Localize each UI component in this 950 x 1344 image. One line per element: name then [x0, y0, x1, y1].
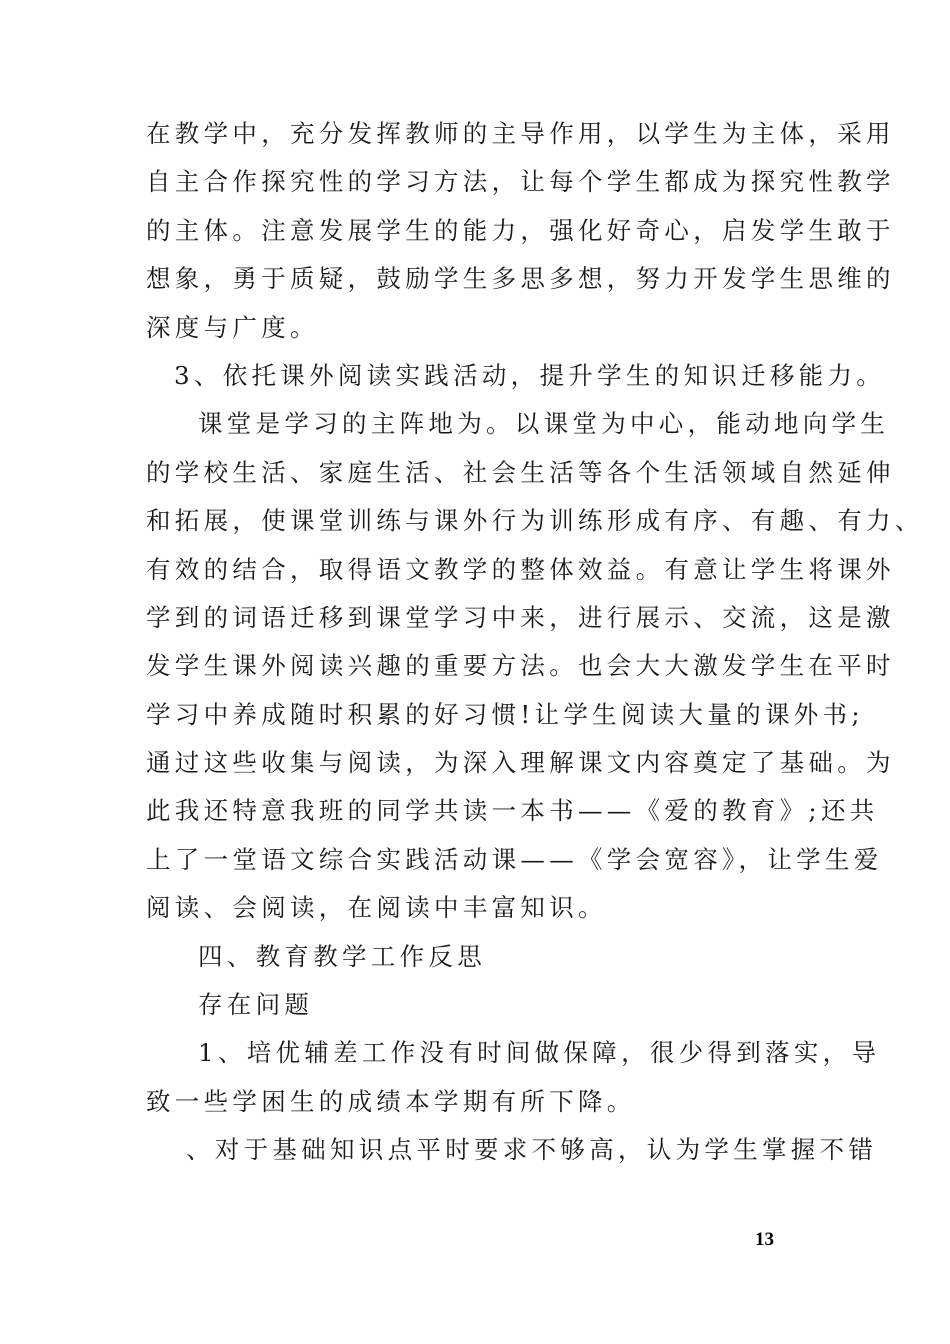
text-line: 深度与广度。: [146, 312, 319, 342]
text-line: 在教学中，充分发挥教师的主导作用，以学生为主体，采用: [146, 119, 895, 148]
problem-item-1: 1、培优辅差工作没有时间做保障，很少得到落实，导: [198, 1038, 881, 1068]
text-line: 通过这些收集与阅读，为深入理解课文内容奠定了基础。为: [146, 748, 895, 778]
paragraph-start: 课堂是学习的主阵地为。以课堂为中心，能动地向学生: [198, 409, 890, 439]
text-line: 自主合作探究性的学习方法，让每个学生都成为探究性教学: [146, 167, 895, 197]
text-line: 阅读、会阅读，在阅读中丰富知识。: [146, 893, 607, 923]
text-line: 发学生课外阅读兴趣的重要方法。也会大大激发学生在平时: [146, 651, 895, 681]
section-heading-3: 3、依托课外阅读实践活动，提升学生的知识迁移能力。: [174, 360, 886, 390]
text-line: 的学校生活、家庭生活、社会生活等各个生活领域自然延伸: [146, 457, 895, 487]
subheading-problems: 存在问题: [198, 990, 314, 1020]
text-line: 学习中养成随时积累的好习惯!让学生阅读大量的课外书;: [146, 699, 864, 729]
section-heading-4: 四、教育教学工作反思: [198, 941, 486, 971]
text-line: 的主体。注意发展学生的能力，强化好奇心，启发学生敢于: [146, 215, 895, 245]
text-line: 学到的词语迁移到课堂学习中来，进行展示、交流，这是激: [146, 602, 895, 632]
problem-item-2: 、对于基础知识点平时要求不够高，认为学生掌握不错: [186, 1135, 878, 1165]
text-line: 想象，勇于质疑，鼓励学生多思多想，努力开发学生思维的: [146, 264, 895, 294]
text-line: 和拓展，使课堂训练与课外行为训练形成有序、有趣、有力、: [146, 506, 924, 536]
text-line: 上了一堂语文综合实践活动课——《学会宽容》，让学生爱: [146, 844, 883, 874]
text-line: 致一些学困生的成绩本学期有所下降。: [146, 1086, 636, 1116]
page-number: 13: [755, 1229, 774, 1250]
document-body: [146, 110, 924, 1175]
text-line: 有效的结合，取得语文教学的整体效益。有意让学生将课外: [146, 554, 895, 584]
text-line: 此我还特意我班的同学共读一本书——《爱的教育》;还共: [146, 796, 879, 826]
